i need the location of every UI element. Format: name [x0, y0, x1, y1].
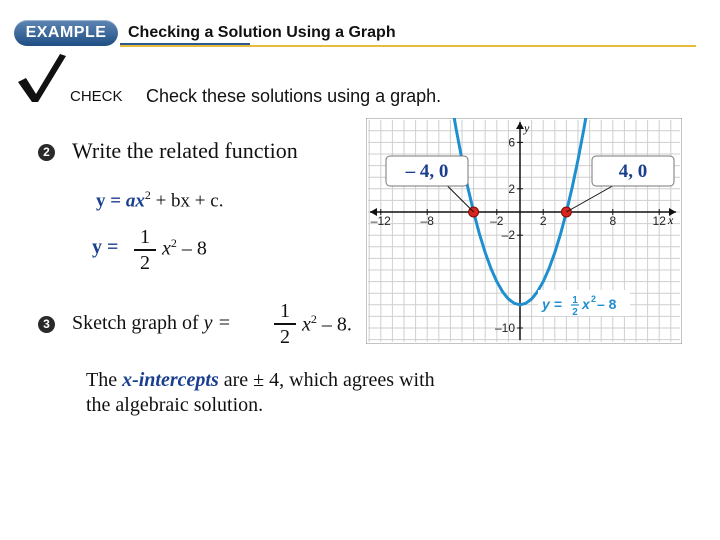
- specific-rest: – 8: [176, 237, 207, 260]
- fraction-bar: [134, 249, 156, 251]
- step-3-lhs: y =: [203, 312, 232, 334]
- step-3-prefix: Sketch graph of: [72, 312, 204, 334]
- x-tick-label: –12: [370, 214, 391, 228]
- equation-numerator: 1: [572, 295, 578, 306]
- y-tick-label: 6: [508, 135, 515, 150]
- general-form-prefix: y =: [96, 190, 126, 212]
- specific-fraction: [134, 226, 156, 274]
- header-rule: [120, 45, 696, 47]
- callout-label: 4, 0: [618, 161, 648, 182]
- x-axis-label: x: [668, 213, 674, 227]
- fraction-numerator: 1: [140, 226, 150, 248]
- general-form-rest: + bx + c.: [150, 190, 224, 212]
- step-3-badge: 3: [38, 316, 55, 333]
- specific-exponent: 2: [170, 236, 177, 250]
- x-tick-label: 8: [609, 214, 617, 228]
- general-form-exponent: 2: [144, 188, 151, 202]
- step-2-text: Write the related function: [72, 138, 298, 163]
- equation-y: y =: [542, 296, 562, 312]
- general-form-formula: [96, 188, 223, 212]
- step-3-fraction: [274, 300, 296, 348]
- x-tick-label: –2: [490, 214, 504, 228]
- callout-label: – 4, 0: [405, 161, 449, 182]
- step-3-rhs: [302, 312, 352, 337]
- fraction-numerator: 1: [280, 300, 290, 322]
- result-text-2: are ± 4, which agrees with the algebraic solution.: [86, 369, 435, 416]
- x-tick-label: 12: [652, 214, 666, 228]
- x-tick-label: –8: [420, 214, 434, 228]
- result-text-1: The: [86, 369, 123, 391]
- y-axis-label: y: [524, 121, 530, 135]
- check-description: Check these solutions using a graph.: [146, 86, 442, 106]
- equation-denominator: 2: [572, 307, 578, 318]
- page-title: Checking a Solution Using a Graph: [128, 24, 396, 41]
- x-tick-label: 2: [539, 214, 547, 228]
- specific-lhs: y =: [92, 236, 119, 258]
- equation-rest: – 8: [597, 296, 617, 312]
- result-bold-term: x-intercepts: [122, 369, 219, 391]
- checkmark-icon: [14, 52, 70, 102]
- fraction-bar: [274, 323, 296, 325]
- graph-grid: [366, 118, 682, 344]
- parabola-graph: [366, 118, 682, 344]
- specific-x: x: [162, 237, 171, 260]
- equation-label: [538, 290, 630, 318]
- y-tick-label: –10: [494, 321, 515, 335]
- step-3-rest: – 8.: [316, 313, 352, 336]
- y-tick-label: –2: [501, 228, 515, 243]
- graph-frame: [366, 118, 682, 344]
- general-form-ax: ax: [125, 190, 145, 212]
- step-3-exponent: 2: [310, 312, 317, 326]
- equation-exponent: 2: [591, 294, 597, 304]
- y-tick-label: 2: [508, 181, 515, 196]
- specific-rhs: [162, 236, 207, 261]
- step-3-x: x: [302, 313, 311, 336]
- example-badge: EXAMPLE: [14, 20, 118, 46]
- step-2-badge: 2: [38, 144, 55, 161]
- fraction-denominator: 2: [140, 252, 150, 274]
- equation-x: x: [582, 296, 590, 312]
- result-text: [86, 368, 446, 418]
- check-label: CHECK: [70, 88, 123, 105]
- fraction-denominator: 2: [280, 326, 290, 348]
- step-3-text: [72, 312, 231, 335]
